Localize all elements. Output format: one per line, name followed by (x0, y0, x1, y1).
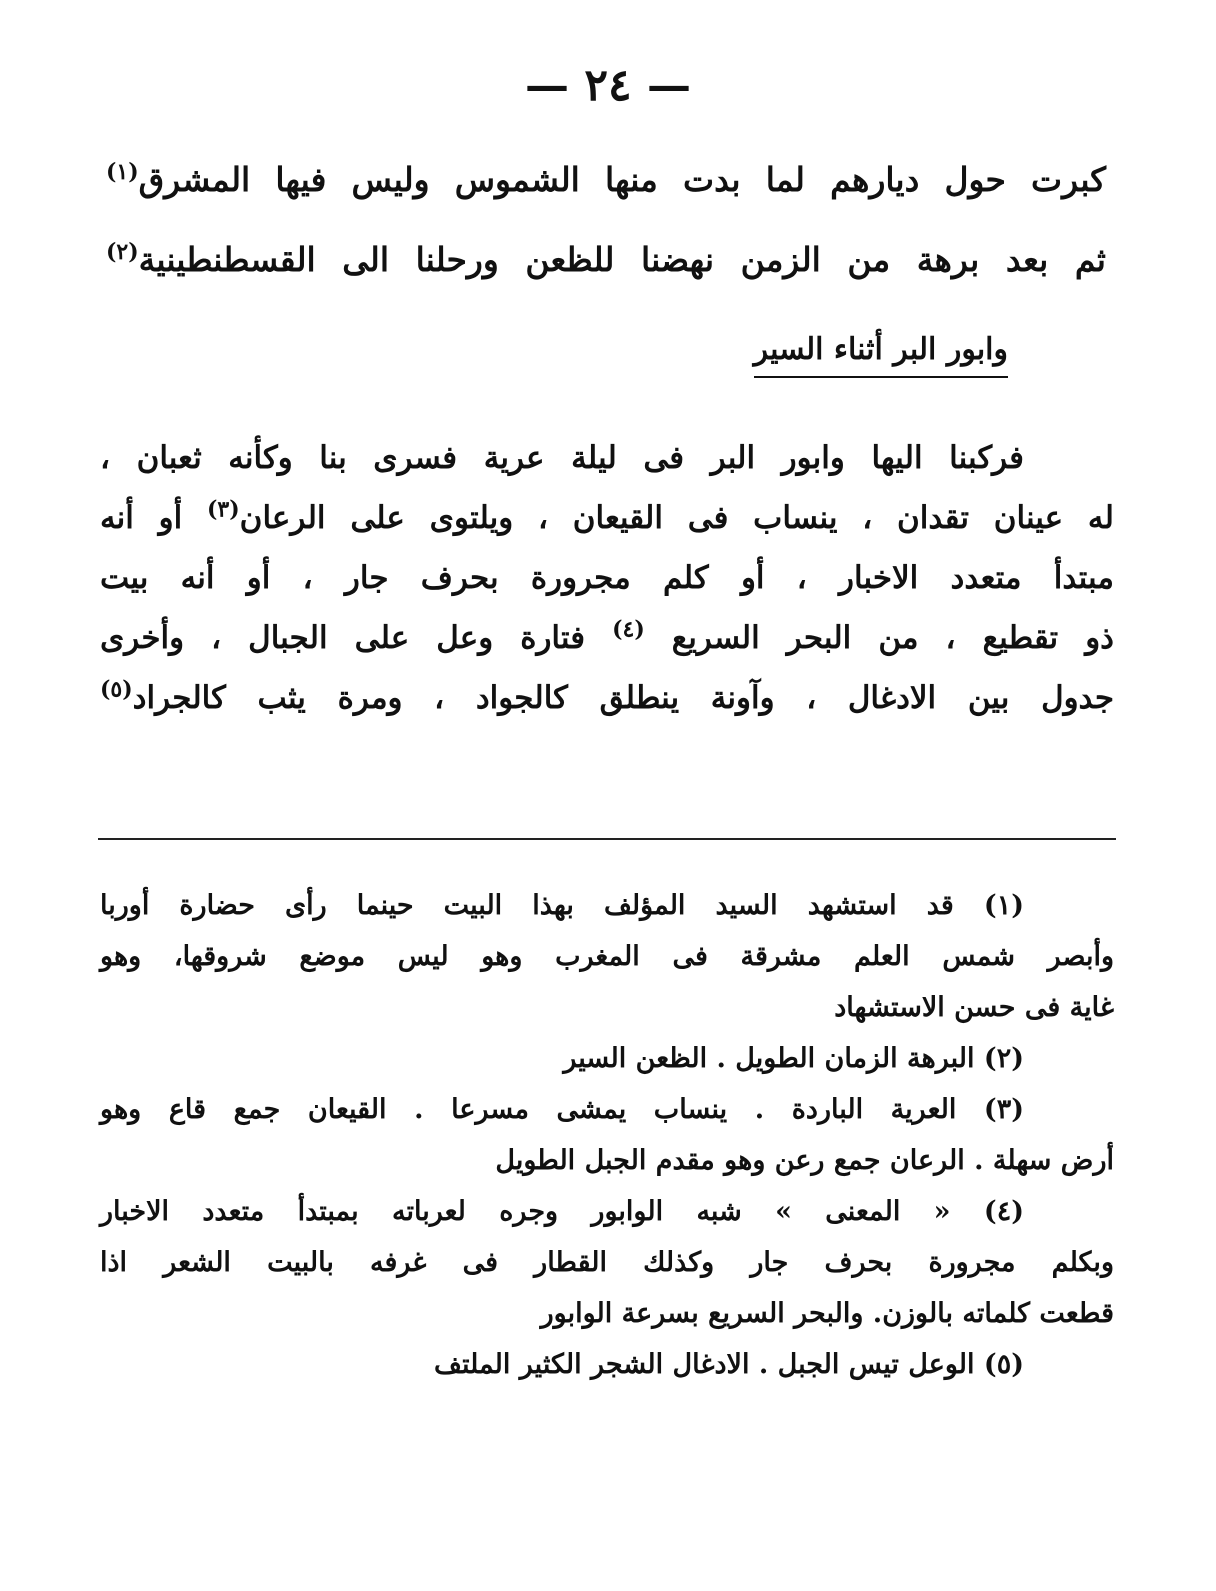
body-paragraph (100, 428, 1114, 728)
footnote-3-line-2: أرض سهلة . الرعان جمع رعن وهو مقدم الجبل الطويل (495, 1145, 1114, 1176)
footnote-ref-1: (١) (106, 159, 139, 185)
footnote-ref-3: (٣) (207, 496, 240, 523)
verse-line-2 (106, 240, 1106, 280)
page-number: — ٢٤ — (525, 60, 691, 111)
footnote-4-line-2: وبكلم مجرورة بحرف جار وكذلك القطار فى غرفه بالبيت الشعر اذا (100, 1247, 1114, 1278)
body-line-5 (100, 668, 1114, 728)
footnote-2-line-1: (٢) البرهة الزمان الطويل . الظعن السير (563, 1043, 1024, 1074)
body-line-3: مبتدأ متعدد الاخبار ، أو كلم مجرورة بحرف جار ، أو أنه بيت (100, 560, 1114, 596)
footnote-separator (98, 838, 1116, 840)
verse-line-1-text: كبرت حول ديارهم لما بدت منها الشموس وليس فيها المشرق (138, 160, 1106, 199)
verse-line-2-text: ثم بعد برهة من الزمن نهضنا للظعن ورحلنا الى القسطنطينية (138, 240, 1106, 279)
footnote-ref-4: (٤) (612, 616, 645, 643)
body-line-1: فركبنا اليها وابور البر فى ليلة عرية فسرى بنا وكأنه ثعبان ، (100, 440, 1024, 476)
body-line-5-text: جدول بين الادغال ، وآونة ينطلق كالجواد ، ومرة يثب كالجراد (132, 680, 1114, 716)
section-heading: وابور البر أثناء السير (754, 330, 1008, 378)
footnote-1-line-3: غاية فى حسن الاستشهاد (834, 992, 1114, 1023)
body-line-4 (100, 608, 1114, 668)
footnote-4-line-3: قطعت كلماته بالوزن. والبحر السريع بسرعة الوابور (540, 1298, 1114, 1329)
footnote-ref-5: (٥) (100, 676, 133, 703)
verse-line-1 (106, 160, 1106, 200)
footnotes (100, 880, 1114, 1390)
footnote-1-line-1: (١) قد استشهد السيد المؤلف بهذا البيت حينما رأى حضارة أوربا (100, 890, 1024, 921)
body-line-4-text-a: ذو تقطيع ، من البحر السريع (671, 620, 1114, 656)
body-line-4-text-b: فتارة وعل على الجبال ، وأخرى (100, 620, 586, 656)
footnote-1-line-2: وأبصر شمس العلم مشرقة فى المغرب وهو ليس موضع شروقها، وهو (100, 941, 1114, 972)
body-line-2 (100, 488, 1114, 548)
footnote-ref-2: (٢) (106, 239, 139, 265)
footnote-4-line-1: (٤) « المعنى » شبه الوابور وجره لعرباته بمبتدأ متعدد الاخبار (100, 1196, 1024, 1227)
body-line-2-text-b: أو أنه (100, 500, 183, 536)
footnote-3-line-1: (٣) العرية الباردة . ينساب يمشى مسرعا . القيعان جمع قاع وهو (100, 1094, 1024, 1125)
footnote-5-line-1: (٥) الوعل تيس الجبل . الادغال الشجر الكثير الملتف (434, 1349, 1024, 1380)
body-line-2-text-a: له عينان تقدان ، ينساب فى القيعان ، ويلتوى على الرعان (239, 500, 1114, 536)
